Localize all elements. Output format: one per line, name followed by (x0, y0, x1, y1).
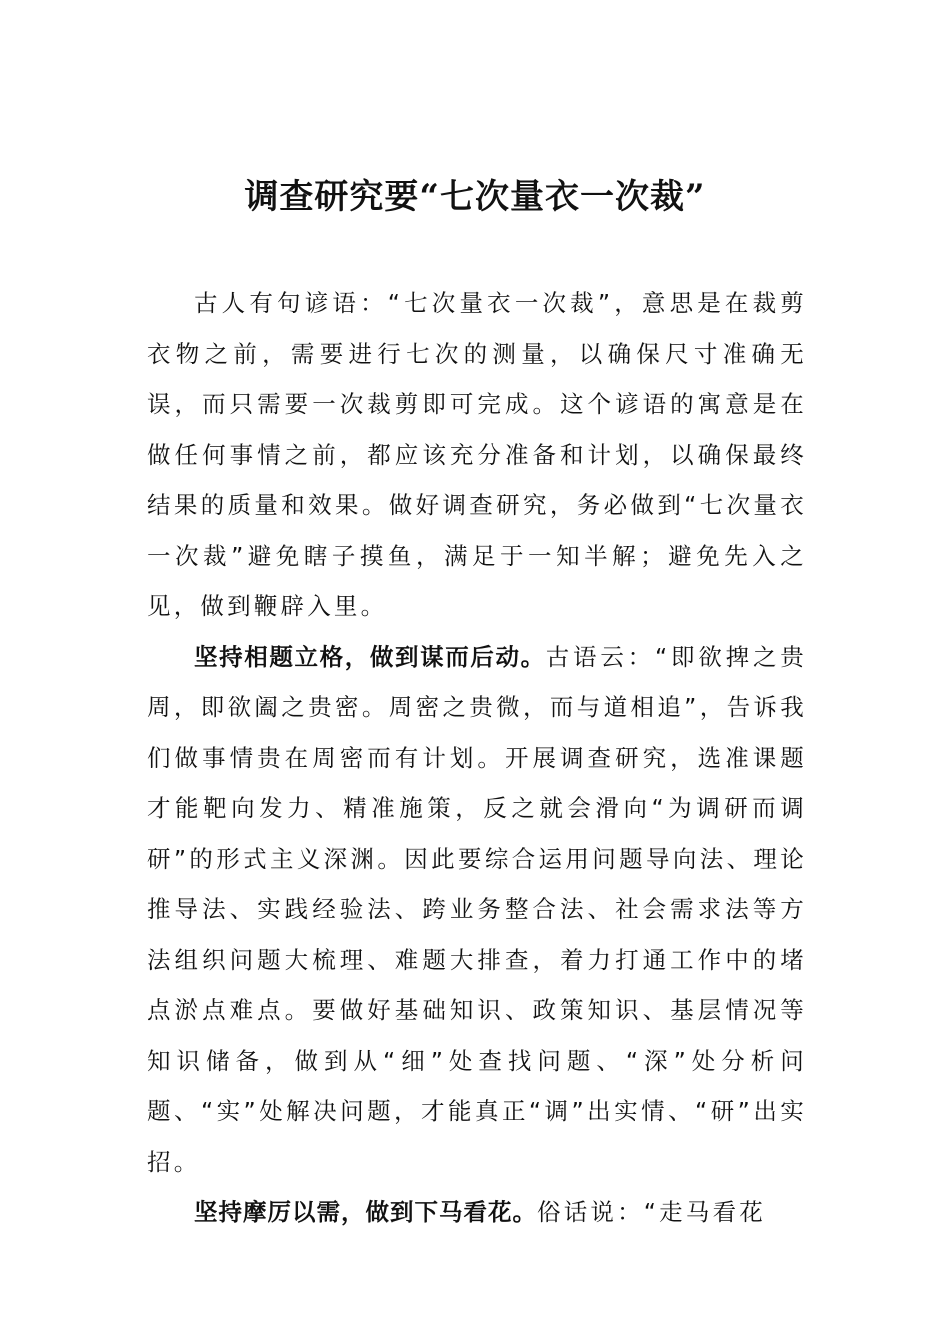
paragraph-field-work-text: 俗话说：“走马看花 (537, 1198, 766, 1226)
paragraph-intro (147, 278, 807, 632)
document-body (147, 278, 807, 1238)
paragraph-intro-text: 古人有句谚语：“七次量衣一次裁”，意思是在裁剪衣物之前，需要进行七次的测量，以确保尺寸准确无误，而只需要一次裁剪即可完成。这个谚语的寓意是在做任何事情之前，都应该充分准备和计划，以确保最终结果的质量和效果。做好调查研究，务必做到“七次量衣一次裁”避免瞎子摸鱼，满足于一知半解；避免先入之见，做到鞭辟入里。 (147, 289, 807, 620)
paragraph-field-work (147, 1187, 807, 1238)
paragraph-topic-selection (147, 632, 807, 1188)
paragraph-topic-selection-heading: 坚持相题立格，做到谋而后动。 (194, 642, 546, 671)
paragraph-field-work-heading: 坚持摩厉以需，做到下马看花。 (194, 1198, 537, 1226)
paragraph-topic-selection-text: 古语云：“即欲捭之贵周，即欲阖之贵密。周密之贵微，而与道相追”，告诉我们做事情贵在周密而有计划。开展调查研究，选准课题才能靶向发力、精准施策，反之就会滑向“为调研而调研”的形式主义深渊。因此要综合运用问题导向法、理论推导法、实践经验法、跨业务整合法、社会需求法等方法组织问题大梳理、难题大排查，着力打通工作中的堵点淤点难点。要做好基础知识、政策知识、基层情况等知识储备，做到从“细”处查找问题、“深”处分析问题、“实”处解决问题，才能真正“调”出实情、“研”出实招。 (147, 642, 807, 1176)
document-title: 调查研究要“七次量衣一次裁” (244, 177, 706, 217)
